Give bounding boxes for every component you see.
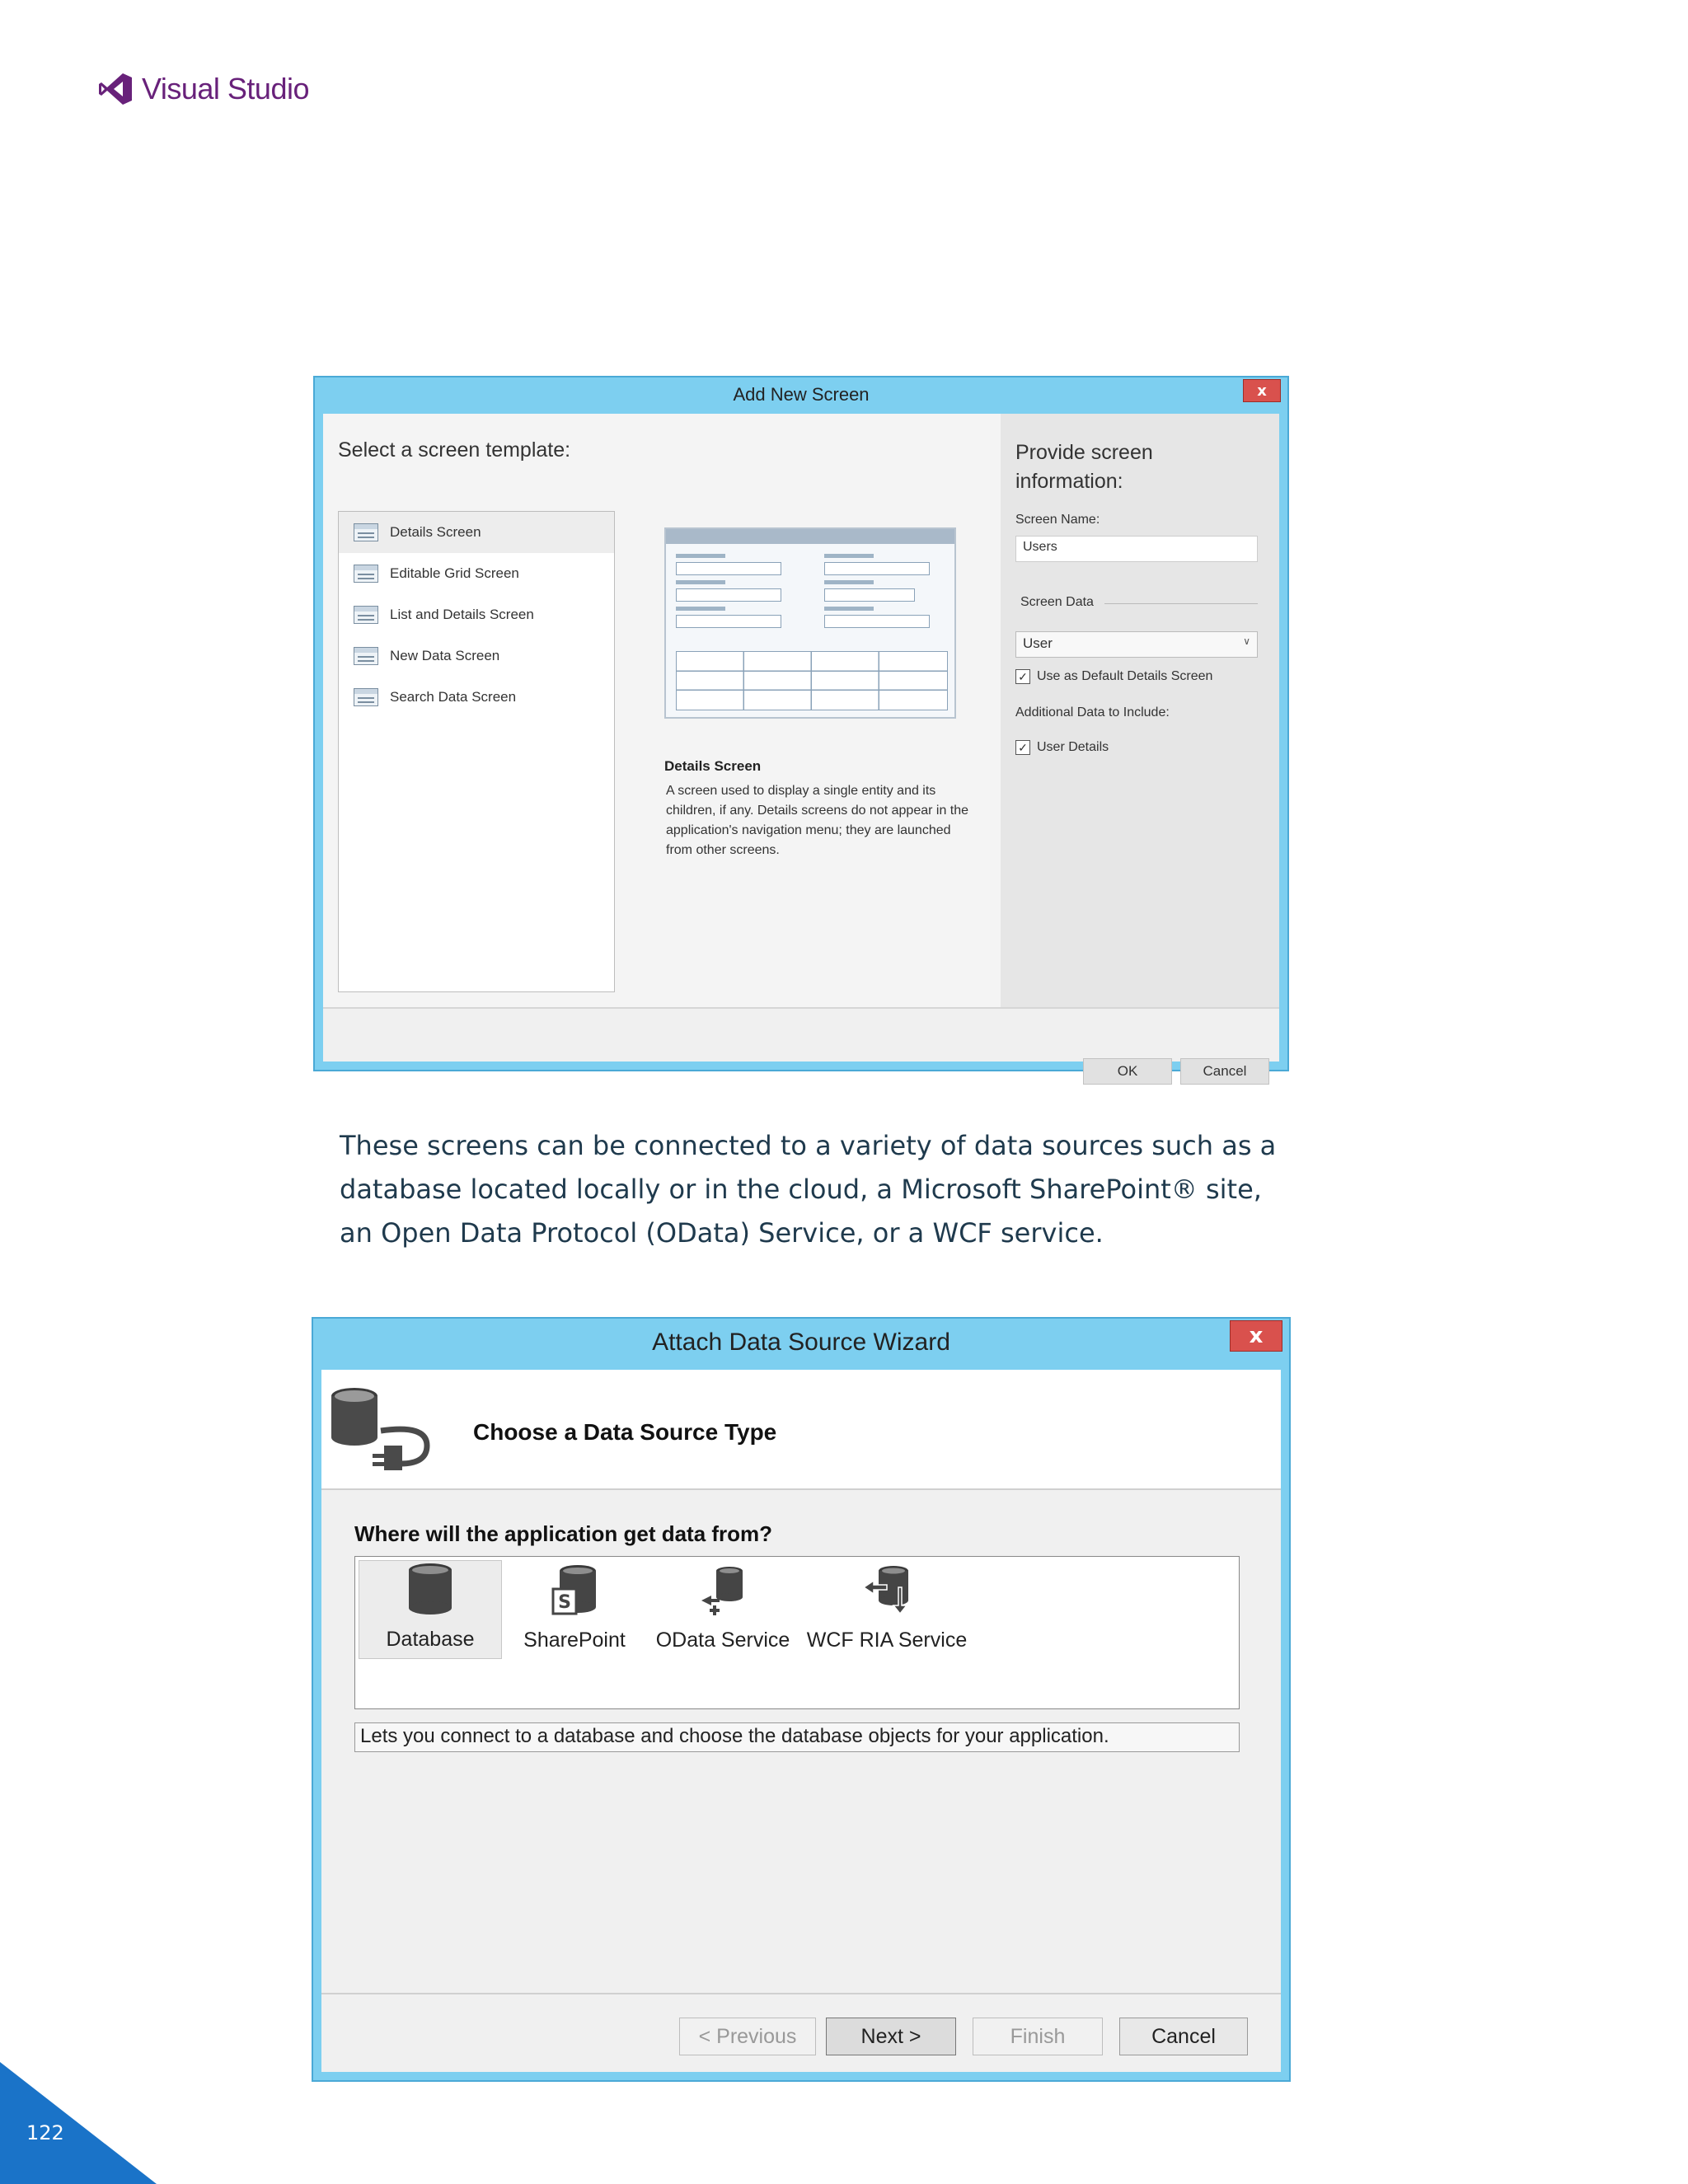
preview-label: [676, 580, 725, 584]
template-item-details[interactable]: [339, 512, 614, 553]
checkmark-icon: ✓: [1015, 740, 1030, 755]
preview-label: [824, 580, 874, 584]
dialog-body: [323, 414, 1279, 1079]
preview-field: [824, 615, 930, 628]
wizard-title: Attach Data Source Wizard: [652, 1329, 950, 1356]
additional-data-label: Additional Data to Include:: [1015, 705, 1170, 719]
preview-label: [824, 554, 874, 558]
visual-studio-logo-icon: [97, 71, 134, 107]
screen-template-icon: [354, 688, 378, 706]
logo-text: Visual Studio: [142, 72, 309, 105]
preview-field: [676, 562, 781, 575]
finish-button[interactable]: Finish: [973, 2018, 1103, 2055]
preview-field: [676, 588, 781, 602]
template-item-new-data[interactable]: [339, 635, 614, 677]
chevron-down-icon: ∨: [1243, 635, 1250, 647]
user-details-checkbox[interactable]: [1015, 740, 1109, 755]
cancel-button[interactable]: Cancel: [1180, 1058, 1269, 1085]
wizard-body: [321, 1370, 1281, 2072]
odata-service-icon: [698, 1563, 748, 1617]
screen-template-icon: [354, 647, 378, 665]
preview-grid: [676, 651, 948, 710]
user-details-label: User Details: [1037, 740, 1109, 754]
add-new-screen-dialog: [313, 376, 1289, 1079]
source-description: Lets you connect to a database and choose the database objects for your application.: [354, 1722, 1240, 1752]
template-label: Details Screen: [390, 524, 481, 540]
screen-info-pane: [1001, 414, 1279, 1007]
screen-data-select[interactable]: [1015, 631, 1258, 658]
data-source-type-list: [354, 1556, 1240, 1709]
close-button[interactable]: x: [1243, 379, 1281, 402]
data-source-question: Where will the application get data from?: [354, 1521, 773, 1546]
footer-separator: [321, 1993, 1281, 1994]
template-description-title: Details Screen: [664, 758, 762, 774]
source-odata-service[interactable]: [649, 1560, 797, 1659]
template-item-editable-grid[interactable]: [339, 553, 614, 594]
screen-data-separator: [1104, 603, 1258, 604]
footer-separator: [323, 1007, 1279, 1009]
screen-name-label: Screen Name:: [1015, 513, 1100, 527]
preview-label: [824, 607, 874, 611]
template-pane: [323, 414, 1001, 1007]
cancel-button[interactable]: Cancel: [1119, 2018, 1248, 2055]
screen-template-icon: [354, 606, 378, 624]
preview-field: [676, 615, 781, 628]
template-description-text: A screen used to display a single entity and its children, if any. Details screens do not appear in the application's navigation menu; they are launched from other screens.: [666, 784, 969, 857]
source-wcf-ria-service[interactable]: [800, 1560, 973, 1659]
source-label: WCF RIA Service: [806, 1629, 968, 1652]
close-button[interactable]: x: [1230, 1320, 1282, 1352]
template-item-search-data[interactable]: [339, 677, 614, 718]
template-list: [338, 511, 615, 992]
source-label: SharePoint: [523, 1629, 626, 1652]
dialog-title: Add New Screen: [733, 384, 870, 405]
wizard-header-title: Choose a Data Source Type: [473, 1419, 777, 1445]
visual-studio-logo: [97, 71, 309, 107]
preview-field: [824, 588, 915, 602]
source-database[interactable]: [359, 1560, 502, 1659]
use-default-details-checkbox[interactable]: [1015, 669, 1212, 684]
preview-label: [676, 554, 725, 558]
screen-data-value: User: [1023, 635, 1053, 651]
wcf-ria-service-icon: [862, 1563, 912, 1617]
database-icon: [406, 1562, 455, 1616]
checkmark-icon: ✓: [1015, 669, 1030, 684]
svg-text:S: S: [558, 1592, 571, 1613]
page-corner-triangle: [0, 2062, 157, 2184]
next-button[interactable]: Next >: [826, 2018, 956, 2055]
template-label: Editable Grid Screen: [390, 565, 519, 581]
wizard-header: [321, 1370, 1281, 1490]
sharepoint-icon: [550, 1563, 599, 1617]
page-number: 122: [26, 2121, 64, 2144]
preview-title-bar: [666, 529, 954, 544]
database-plug-icon: [330, 1385, 437, 1474]
body-paragraph: These screens can be connected to a variety of data sources such as a database located locally or in the cloud, a Microsoft SharePoint® site, an Open Data Protocol (OData) Service, or a WCF service.: [340, 1130, 1277, 1249]
source-sharepoint[interactable]: [517, 1560, 632, 1659]
template-label: List and Details Screen: [390, 607, 534, 622]
screen-template-icon: [354, 523, 378, 541]
screen-data-label: Screen Data: [1020, 595, 1094, 609]
ok-button[interactable]: OK: [1083, 1058, 1172, 1085]
select-template-heading: Select a screen template:: [338, 438, 571, 462]
screen-template-icon: [354, 565, 378, 583]
preview-field: [824, 562, 930, 575]
screen-name-input[interactable]: Users: [1015, 536, 1258, 562]
template-item-list-and-details[interactable]: [339, 594, 614, 635]
use-default-label: Use as Default Details Screen: [1037, 669, 1213, 683]
source-label: OData Service: [655, 1629, 790, 1652]
previous-button[interactable]: < Previous: [679, 2018, 816, 2055]
source-label: Database: [386, 1628, 475, 1651]
preview-label: [676, 607, 725, 611]
template-preview-image: [664, 527, 956, 719]
template-label: Search Data Screen: [390, 689, 517, 705]
template-label: New Data Screen: [390, 648, 500, 663]
screen-info-heading: Provide screen information:: [1015, 441, 1153, 493]
attach-data-source-wizard: [312, 1317, 1291, 2082]
